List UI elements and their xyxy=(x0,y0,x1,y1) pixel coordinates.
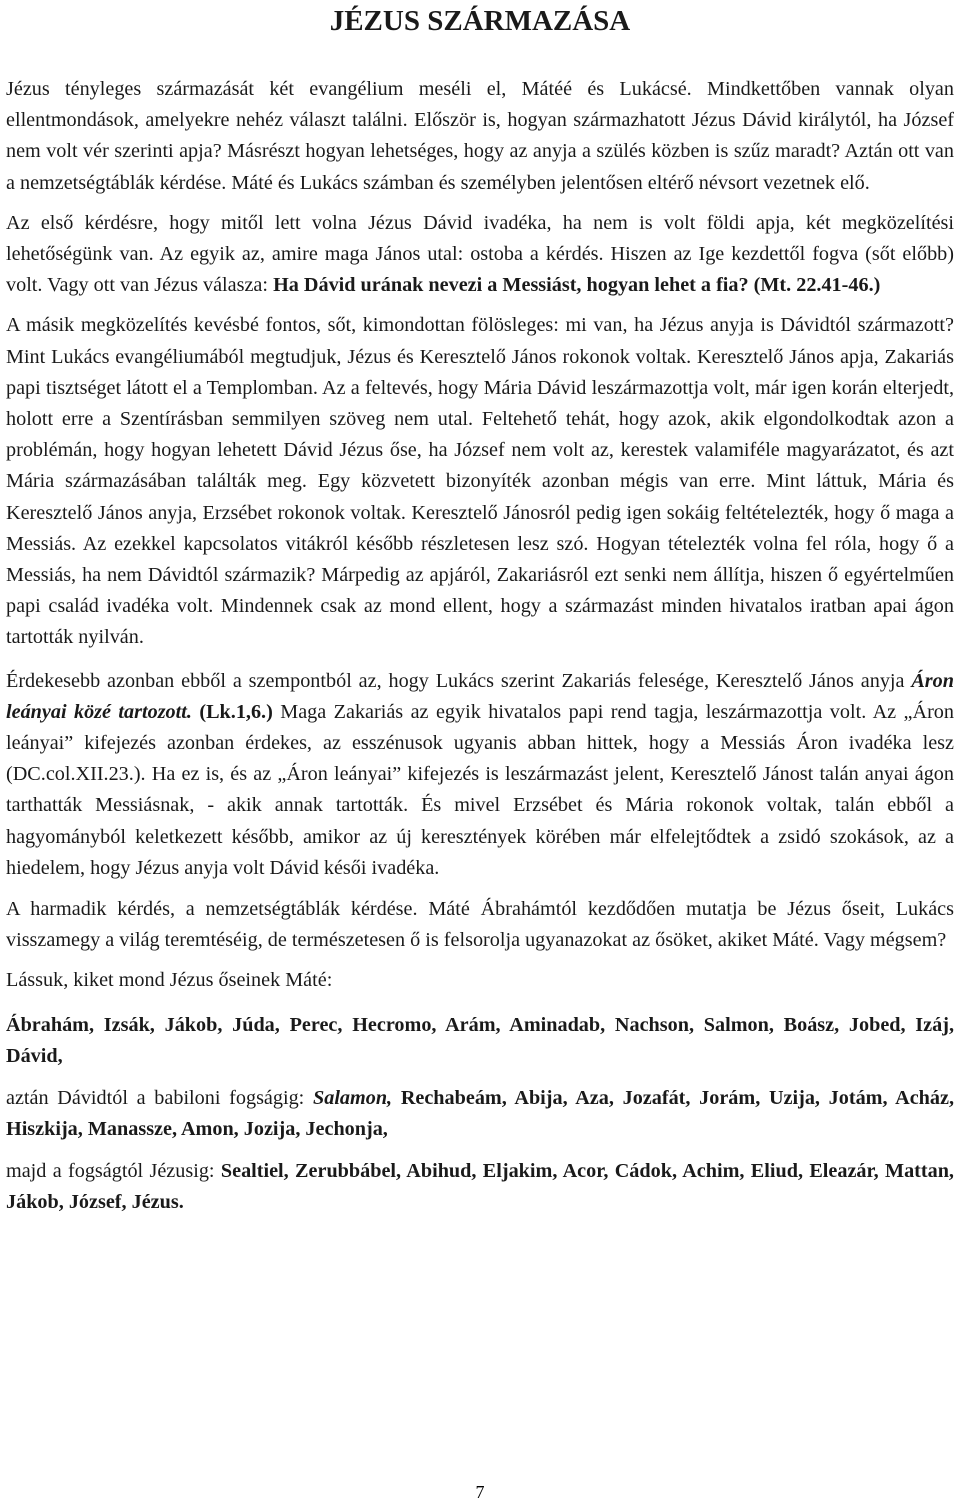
paragraph-intro xyxy=(6,74,954,199)
paragraph-matthew-intro-text: Lássuk, kiket mond Jézus őseinek Máté: xyxy=(6,969,333,992)
paragraph-first-question xyxy=(6,208,954,302)
paragraph-genealogy-question-text: A harmadik kérdés, a nemzetségtáblák kérdése. Máté Ábrahámtól kezdődően mutatja be Jézus őseit, Lukács visszamegy a világ teremtéséig, de természetesen ő is felsorolja ugyanazokat az ősöket, akiket Máté. Vagy mégsem? xyxy=(6,898,954,952)
aaron-daughters-quote: Áron leányai közé tartozott. xyxy=(6,669,954,723)
paragraph-first-question-text: Az első kérdésre, hogy mitől lett volna Jézus Dávid ivadéka, ha nem is volt földi apja, két megközelítési lehetőségünk van. Az egyik az, amire maga János utal: ostoba a kérdés. Hiszen az Ige kezdettől fogva (sőt előbb) volt. Vagy ott van Jézus válasza: xyxy=(6,211,954,297)
genealogy-names-david-exile: Rechabeám, Abija, Aza, Jozafát, Jorám, Uzija, Jotám, Acház, Hiszkija, Manassze, Amon, Jozija, Jechonja, xyxy=(6,1087,954,1141)
genealogy-david-exile-intro: aztán Dávidtól a babiloni fogságig: xyxy=(6,1087,313,1110)
page-title: JÉZUS SZÁRMAZÁSA xyxy=(329,5,631,37)
luke-reference: (Lk.1,6.) xyxy=(191,700,273,723)
genealogy-list-abraham-david xyxy=(6,1010,954,1072)
paragraph-matthew-intro xyxy=(6,965,954,996)
jesus-answer-quote: Ha Dávid urának nevezi a Messiást, hogyan lehet a fia? (Mt. 22.41-46.) xyxy=(273,274,881,297)
paragraph-aaron-daughters xyxy=(6,666,954,884)
genealogy-name-salamon: Salamon, xyxy=(313,1087,393,1110)
paragraph-aaron-daughters-text-a: Érdekesebb azonban ebből a szempontból az, hogy Lukács szerint Zakariás felesége, Keresztelő János anyja xyxy=(6,669,912,692)
genealogy-list-david-exile xyxy=(6,1083,954,1145)
genealogy-names-exile-jesus: Sealtiel, Zerubbábel, Abihud, Eljakim, Acor, Cádok, Achim, Eliud, Eleazár, Mattan, Jákob, József, Jézus. xyxy=(6,1159,954,1213)
paragraph-second-approach-text: A másik megközelítés kevésbé fontos, sőt, kimondottan fölösleges: mi van, ha Jézus anyja is Dávidtól származott? Mint Lukács evangéliumából megtudjuk, Jézus és Keresztelő János rokonok voltak. Keresztelő János apja, Zakariás papi tisztséget látott el a Templomban. Az a feltevés, hogy Mária Dávid leszármazottja volt, már igen korán elterjedt, holott erre a Szentírásban semmilyen szöveg nem utal. Feltehető tehát, hogy azok, akik elgondolkodtak azon a problémán, hogy hogyan lehetett Dávid Jézus őse, ha József nem volt az, kerestek valamiféle magyarázatot, és azt Mária származásában találták meg. Egy közvetett bizonyíték azonban mégis van erre. Mint láttuk, Mária és Keresztelő János anyja, Erzsébet rokonok voltak. Keresztelő Jánosról pedig igen sokáig feltételezték, hogy ő maga a Messiás. Az ezekkel kapcsolatos vitákról később részletesen lesz szó. Hogyan tételezték volna fel róla, hogy ő a Messiás, ha nem Dávidtól származik? Márpedig az apjáról, Zakariásról ezt senki nem állítja, hiszen ő egyértelműen papi család ivadéka volt. Mindennek csak az mond ellent, hogy a származást minden hivatalos iratban apai ágon tartották nyilván. xyxy=(6,314,954,649)
paragraph-aaron-daughters-text-b: Maga Zakariás az egyik hivatalos papi rend tagja, leszármazottja volt. Az „Áron leányai” kifejezés azonban érdekes, az esszénusok ugyanis abban hittek, hogy a Messiás Áron ivadéka lesz (DC.col.XII.23.). Ha ez is, és az „Áron leányai” kifejezés is leszármazást jelent, Keresztelő Jánost talán anyai ágon tarthatták Messiásnak, - akik annak tartották. És mivel Erzsébet és Mária rokonok voltak, talán ebből a hagyományból keletkezett később, amikor az új keresztények körében már elfelejtődtek a zsidó szokások, az a hiedelem, hogy Jézus anyja volt Dávid késői ivadéka. xyxy=(6,700,954,879)
paragraph-genealogy-question xyxy=(6,894,954,956)
paragraph-second-approach xyxy=(6,310,954,653)
genealogy-names-abraham-david: Ábrahám, Izsák, Jákob, Júda, Perec, Hecromo, Arám, Aminadab, Nachson, Salmon, Boász, Jobed, Izáj, Dávid, xyxy=(6,1013,954,1067)
genealogy-exile-jesus-intro: majd a fogságtól Jézusig: xyxy=(6,1159,221,1182)
paragraph-intro-text: Jézus tényleges származását két evangélium meséli el, Mátéé és Lukácsé. Mindkettőben vannak olyan ellentmondások, amelyekre nehéz választ találni. Először is, hogyan származhatott Jézus Dávid királytól, ha József nem volt vér szerinti apja? Másrészt hogyan lehetséges, hogy az anyja a szülés közben is szűz maradt? Aztán ott van a nemzetségtáblák kérdése. Máté és Lukács számban és személyben jelentősen eltérő névsort vezetnek elő. xyxy=(6,78,954,194)
page-number: 7 xyxy=(475,1482,485,1502)
genealogy-list-exile-jesus xyxy=(6,1156,954,1218)
